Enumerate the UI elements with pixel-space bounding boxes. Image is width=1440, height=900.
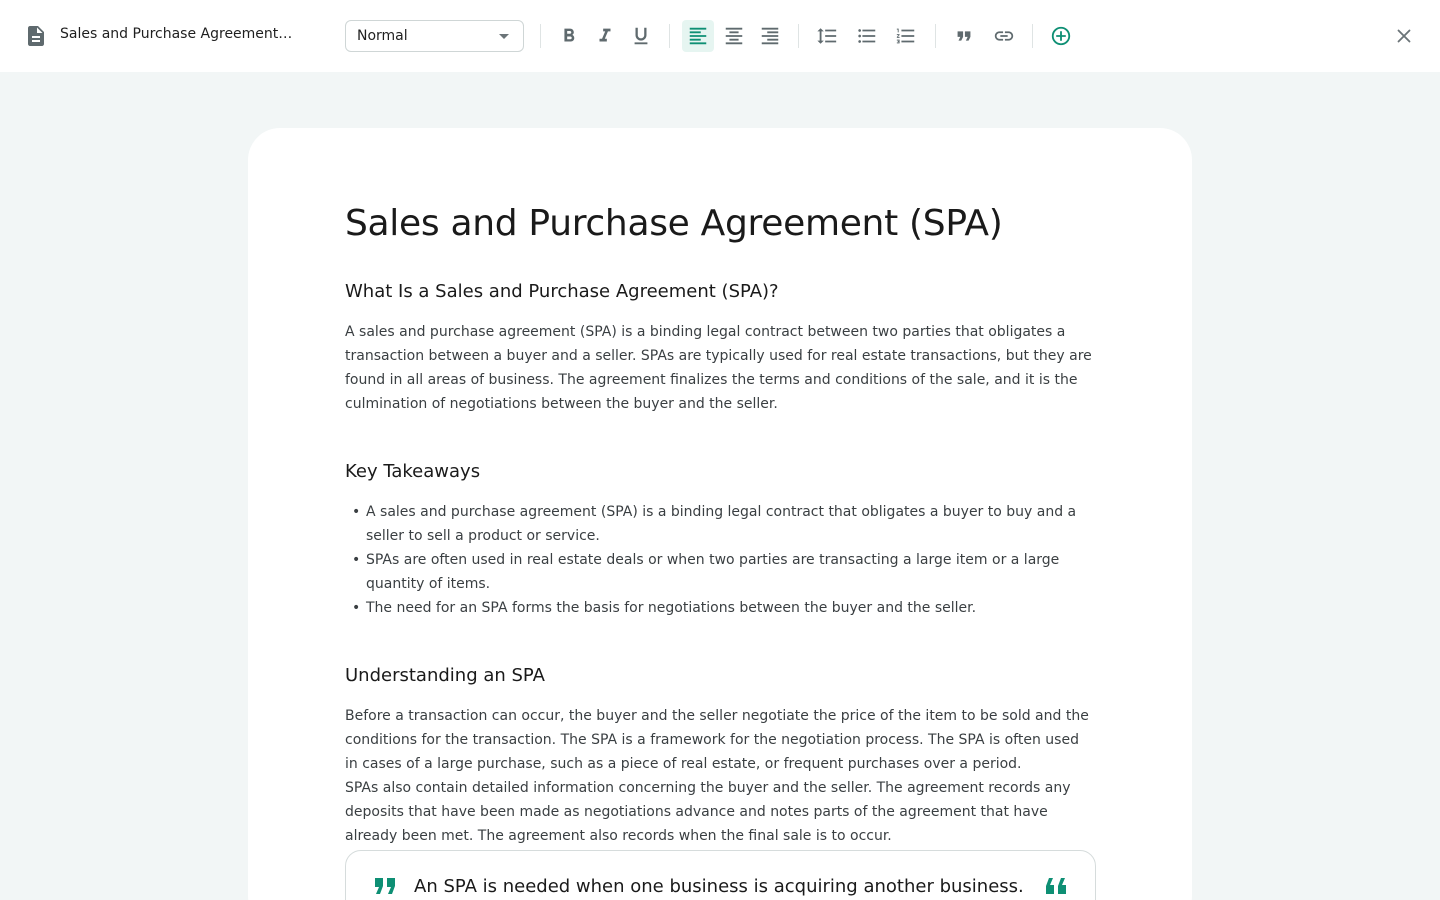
list-item: • A sales and purchase agreement (SPA) is a binding legal contract that obligates a buyer to buy and a seller to sell a product or service. bbox=[345, 500, 1095, 548]
align-center-icon bbox=[723, 25, 745, 47]
quote-icon bbox=[953, 25, 975, 47]
bold-icon bbox=[558, 25, 580, 47]
plus-circle-icon bbox=[1050, 25, 1072, 47]
bold-button[interactable] bbox=[553, 20, 585, 52]
paragraph-style-select[interactable] bbox=[345, 20, 524, 52]
bullet-list bbox=[345, 500, 1095, 620]
paragraph-style-value: Normal bbox=[357, 28, 408, 44]
editor-toolbar bbox=[0, 0, 1440, 72]
numbered-list-button[interactable] bbox=[890, 20, 922, 52]
caret-down-icon bbox=[499, 34, 509, 39]
italic-icon bbox=[594, 25, 616, 47]
paragraph: Before a transaction can occur, the buyer and the seller negotiate the price of the item to be sold and the conditions for the transaction. The SPA is a framework for the negotiation process. The SPA is often used in cases of a large purchase, such as a piece of real estate, or frequent purchases over a period. bbox=[345, 708, 1089, 772]
align-center-button[interactable] bbox=[718, 20, 750, 52]
list-item: • SPAs are often used in real estate deals or when two parties are transacting a large item or a large quantity of items. bbox=[345, 548, 1095, 596]
numbered-list-icon bbox=[895, 25, 917, 47]
toolbar-divider bbox=[540, 24, 541, 48]
line-height-button[interactable] bbox=[811, 20, 843, 52]
section-heading: Key Takeaways bbox=[345, 461, 481, 482]
quote-button[interactable] bbox=[948, 20, 980, 52]
quote-close-icon bbox=[1045, 877, 1067, 895]
link-icon bbox=[993, 25, 1015, 47]
document-heading: Sales and Purchase Agreement (SPA) bbox=[345, 203, 1003, 244]
toolbar-divider bbox=[1032, 24, 1033, 48]
line-height-icon bbox=[816, 25, 838, 47]
align-left-icon bbox=[687, 25, 709, 47]
document-body[interactable] bbox=[345, 200, 1095, 848]
toolbar-divider bbox=[669, 24, 670, 48]
toolbar-divider bbox=[935, 24, 936, 48]
bulleted-list-button[interactable] bbox=[851, 20, 883, 52]
align-left-button[interactable] bbox=[682, 20, 714, 52]
close-icon bbox=[1393, 25, 1415, 47]
blockquote[interactable] bbox=[345, 850, 1096, 900]
underline-button[interactable] bbox=[625, 20, 657, 52]
quote-text: An SPA is needed when one business is acquiring another business. bbox=[414, 876, 1024, 897]
align-right-button[interactable] bbox=[754, 20, 786, 52]
list-item: • The need for an SPA forms the basis for negotiations between the buyer and the seller. bbox=[345, 596, 1095, 620]
toolbar-divider bbox=[798, 24, 799, 48]
section-heading: Understanding an SPA bbox=[345, 665, 545, 686]
close-button[interactable] bbox=[1388, 20, 1420, 52]
paragraph: SPAs also contain detailed information concerning the buyer and the seller. The agreement records any deposits that have been made as negotiations advance and notes parts of the agreement that have already been met. The agreement also records when the final sale is to occur. bbox=[345, 780, 1071, 844]
underline-icon bbox=[630, 25, 652, 47]
section-heading: What Is a Sales and Purchase Agreement (SPA)? bbox=[345, 281, 779, 302]
quote-open-icon bbox=[374, 877, 396, 895]
italic-button[interactable] bbox=[589, 20, 621, 52]
align-right-icon bbox=[759, 25, 781, 47]
paragraph: A sales and purchase agreement (SPA) is a binding legal contract between two parties that obligates a transaction between a buyer and a seller. SPAs are typically used for real estate transactions, but they are found in all areas of business. The agreement finalizes the terms and conditions of the sale, and it is the culmination of negotiations between the buyer and the seller. bbox=[345, 324, 1092, 412]
document-icon bbox=[24, 24, 48, 48]
document-title[interactable]: Sales and Purchase Agreement… bbox=[60, 26, 293, 42]
add-block-button[interactable] bbox=[1045, 20, 1077, 52]
link-button[interactable] bbox=[988, 20, 1020, 52]
bulleted-list-icon bbox=[856, 25, 878, 47]
